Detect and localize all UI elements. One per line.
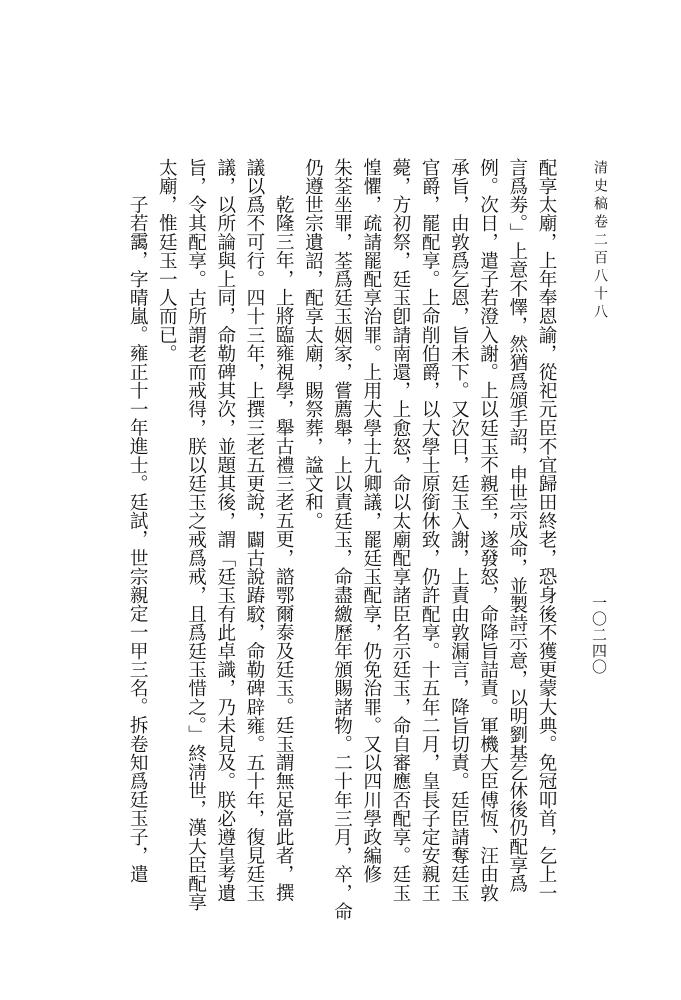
text-column-14: 太廟，惟廷玉一人而已。	[156, 158, 178, 363]
text-column-4: 承旨，由敦爲乞恩，旨未下。又次日，廷玉入謝，上責由敦漏言，降旨切責。廷臣請奪廷玉	[448, 158, 470, 902]
text-column-2: 言爲劵。」上意不懌，然猶爲頒手詔，申世宗成命，並製詩示意，以明劉基乞休後仍配享爲	[506, 158, 528, 893]
running-header-title: 清史稿卷二百八十八	[592, 160, 608, 322]
text-column-10: 乾隆三年，上將臨雍視學，舉古禮三老五更，諮鄂爾泰及廷玉。廷玉謂無足當此者，撰	[273, 195, 295, 902]
text-column-1: 配享太廟，上年奉恩諭，從祀元臣不宜歸田終老，恐身後不獲更蒙大典。免冠叩首，乞上一	[536, 158, 557, 902]
text-column-6: 薨，方初祭，廷玉卽請南還，上愈怒，命以太廟配享諸臣名示廷玉，命自審應否配享。廷玉	[389, 158, 411, 902]
text-column-13: 旨，令其配享。古所謂老而戒得，朕以廷玉之戒爲戒，且爲廷玉惜之。」終淸世，漢大臣配享	[185, 158, 207, 912]
text-column-15: 子若靄，字晴嵐。雍正十一年進士。廷試，世宗親定一甲三名。拆卷知爲廷玉子，遣	[127, 195, 149, 884]
page-number: 一〇二四〇	[590, 595, 608, 675]
body-text	[123, 158, 561, 921]
text-column-7: 惶懼，疏請罷配享治罪。上用大學士九卿議，罷廷玉配享，仍免治罪。又以四川學政編修	[360, 158, 382, 884]
text-column-9: 仍遵世宗遺詔，配享太廟，賜祭葬，諡文和。	[302, 158, 324, 530]
text-column-11: 議以爲不可行。四十三年，上撰三老五更說，闢古說踳駮，命勒碑辟雍。五十年，復見廷玉	[243, 158, 265, 902]
text-column-8: 朱荃坐罪，荃爲廷玉姻家，嘗薦舉，上以責廷玉，命盡繳歷年頒賜諸物。二十年三月，卒，命	[331, 158, 353, 921]
text-column-12: 議，以所論與上同，命勒碑其次，並題其後，謂「廷玉有此卓識，乃未見及。朕必遵皇考遺	[214, 158, 236, 902]
text-column-3: 例。次日，遣子若澄入謝。上以廷玉不親至，遂發怒，命降旨詰責。軍機大臣傅恆、汪由敦	[477, 158, 499, 902]
text-column-5: 官爵，罷配享。上命削伯爵，以大學士原銜休致，仍許配享。十五年二月，皇長子定安親王	[419, 158, 441, 902]
